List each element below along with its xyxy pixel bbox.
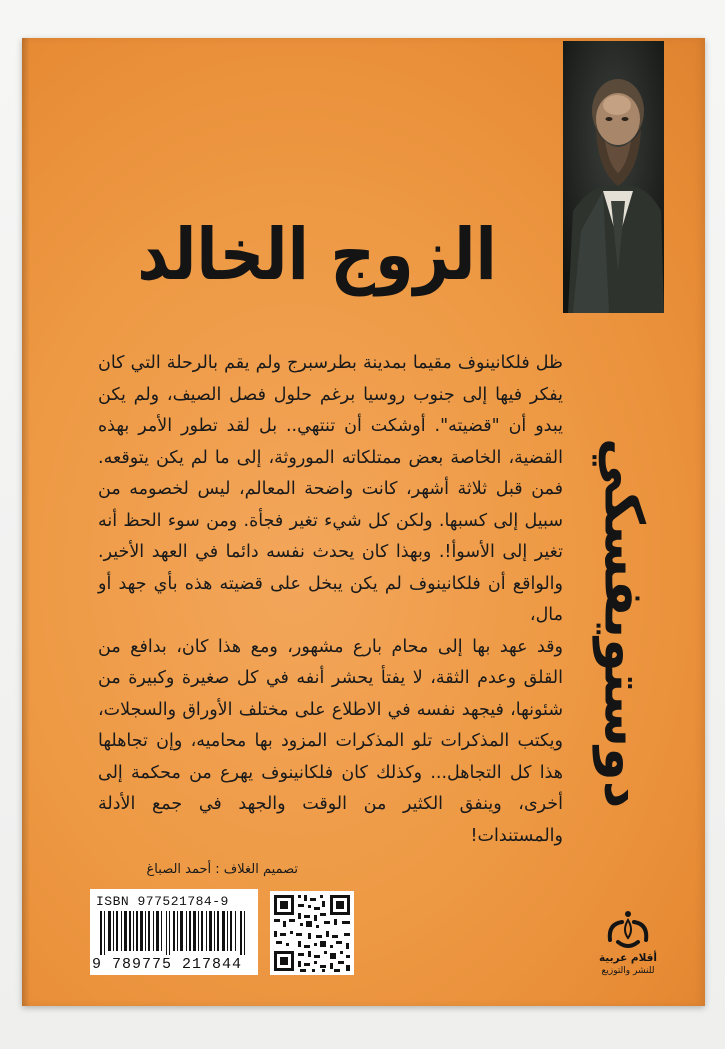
qr-code-box[interactable] [270, 891, 354, 975]
barcode-box [90, 889, 258, 975]
isbn-label: ISBN 977521784-9 [96, 894, 229, 909]
ean-barcode [100, 911, 248, 955]
author-portrait-photo [563, 41, 664, 313]
author-portrait [563, 41, 664, 313]
blurb-text [98, 348, 563, 852]
publisher-name: أقلام عربية [598, 952, 658, 964]
qr-code [270, 891, 354, 975]
blurb-paragraph-1: ظل فلكانينوف مقيما بمدينة بطرسبرج ولم يقم بالرحلة التي كان يفكر فيها إلى جنوب روسيا برغم حلول فصل الصيف، ولم يكن يبدو أن "قضيته". أوشكت أن تنتهي.. بل لقد تطور الأمر بهذه القضية، الخاصة بعض ممتلكاته الموروثة، إلى ما لم يكن يتوقعه. فمن قبل ثلاثة أشهر، كانت واضحة المعالم، ليس لخصومه من سبيل إلى كسبها. ولكن كل شيء تغير فجأة. ومن سوء الحظ أنه تغير إلى الأسوأ!. وبهذا كان يحدث نفسه دائما في العهد الأخير. والواقع أن فلكانينوف لم يكن يبخل على قضيته هذه بأي جهد أو مال، [98, 353, 563, 625]
blurb-paragraph-2: وقد عهد بها إلى محام بارع مشهور، ومع هذا كان، بدافع من القلق وعدم الثقة، لا يفتأ يحشر أنفه في كل صغيرة وكبيرة من شئونها، فيجهد نفسه في الاطلاع على مختلف الأوراق والسجلات، ويكتب المذكرات تلو المذكرات المزود بها محاميه، وإن تجاهلها هذا كل التجاهل... وكذلك كان فلكانينوف يهرع من محكمة إلى أخرى، وينفق الكثير من الوقت والجهد في جمع الأدلة والمستندات! [98, 636, 563, 846]
author-name: دوستويفسكي [592, 437, 656, 809]
publisher-logo [588, 906, 668, 986]
book-title: الزوج الخالد [137, 212, 497, 297]
publisher-subtitle: للنشر والتوزيع [601, 966, 655, 976]
ean-digits: 9 789775 217844 [92, 956, 243, 973]
publisher-logo-icon [588, 906, 668, 952]
cover-design-credit: تصميم الغلاف : أحمد الصباغ [146, 862, 298, 877]
spine-shadow [22, 38, 30, 1006]
book-back-cover [22, 38, 705, 1006]
